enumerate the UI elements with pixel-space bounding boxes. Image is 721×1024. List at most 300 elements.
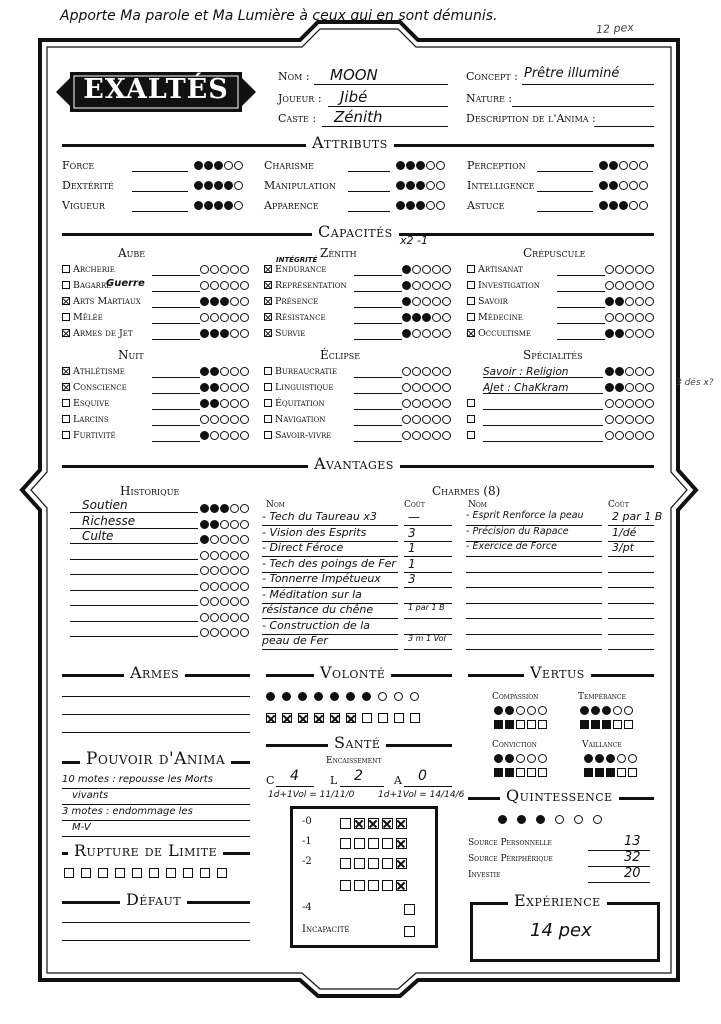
capacite-row[interactable] [467, 430, 478, 441]
capacite-dots[interactable] [605, 367, 655, 376]
quintessence-dots[interactable] [498, 815, 612, 824]
charme-cout[interactable]: 3 [408, 572, 416, 586]
attribut-dots[interactable] [396, 201, 446, 210]
sante-boxes[interactable] [340, 838, 410, 849]
volonte-dots[interactable] [266, 692, 426, 701]
charme-cout[interactable]: 3 [408, 525, 416, 540]
historique-dots[interactable] [200, 551, 250, 560]
sante-box [340, 858, 351, 869]
capacite-group-title: Crépuscule [523, 246, 586, 260]
attribut-line [537, 191, 593, 192]
capacite-row[interactable] [264, 430, 331, 441]
capacite-dots[interactable] [200, 399, 250, 408]
c-value[interactable]: 4 [290, 768, 299, 784]
charme-cout[interactable]: 3 m 1 Vol [408, 634, 446, 643]
volonte-dot [330, 692, 339, 701]
historique-dots-dot [230, 551, 239, 560]
capacite-dots-dot [605, 313, 614, 322]
capacite-dots[interactable] [605, 297, 655, 306]
capacite-dots[interactable] [200, 383, 250, 392]
historique-dots-dot [230, 613, 239, 622]
concept-value[interactable]: Prêtre illuminé [524, 66, 620, 81]
attribut-dots[interactable] [194, 161, 244, 170]
capacite-row[interactable] [62, 382, 127, 393]
capacite-checkbox[interactable] [264, 265, 272, 273]
capacite-row[interactable] [467, 398, 478, 409]
volonte-box [394, 713, 404, 723]
capacite-dots[interactable] [605, 431, 655, 440]
capacite-line [354, 425, 402, 426]
attribut-dots-dot [224, 161, 233, 170]
vertu-dots[interactable] [584, 754, 639, 763]
capacite-dots-dot [442, 297, 451, 306]
source-perso-value[interactable]: 13 [624, 834, 641, 849]
capacite-dots-dot [615, 281, 624, 290]
capacite-dots-dot [432, 383, 441, 392]
anima-line2[interactable]: vivants [72, 790, 109, 801]
attribut-dots[interactable] [599, 181, 649, 190]
historique-line [70, 590, 198, 591]
historique-dots-dot [200, 582, 209, 591]
capacite-dots-dot [645, 367, 654, 376]
capacite-label: Archerie [73, 264, 115, 275]
capacite-dots-dot [402, 297, 411, 306]
capacite-row[interactable] [62, 312, 103, 323]
capacite-dots-dot [605, 297, 614, 306]
charme-nom[interactable]: - Construction de la [262, 618, 371, 632]
vertu-dots[interactable] [580, 706, 635, 715]
capacite-dots[interactable] [402, 383, 452, 392]
capacite-line [354, 393, 402, 394]
capacite-checkbox[interactable] [264, 431, 272, 439]
capacite-checkbox[interactable] [467, 431, 475, 439]
vertu-box [617, 768, 626, 777]
charme-cout[interactable]: 1 [408, 556, 416, 571]
charme-line [466, 634, 602, 635]
capacite-dots[interactable] [200, 367, 250, 376]
source-peri-value[interactable]: 32 [624, 850, 641, 865]
capacite-label: Armes de Jet [73, 328, 133, 339]
capacite-dots-dot [200, 383, 209, 392]
experience-value[interactable]: 14 pex [530, 920, 592, 941]
capacite-dots-dot [645, 265, 654, 274]
capacite-dots[interactable] [200, 431, 250, 440]
capacite-line [152, 441, 200, 442]
sante-box [382, 818, 393, 829]
historique-dots-dot [210, 504, 219, 513]
capacite-dots[interactable] [605, 415, 655, 424]
capacite-dots[interactable] [200, 265, 250, 274]
charme-cout[interactable]: 1 [408, 541, 416, 555]
charme-cout-line [608, 649, 654, 650]
historique-dots-dot [230, 597, 239, 606]
capacite-checkbox[interactable] [62, 399, 70, 407]
rupture-box [115, 868, 125, 878]
charme-cout[interactable]: 3/pt [612, 541, 634, 554]
l-value[interactable]: 2 [354, 768, 363, 784]
charme-cout[interactable]: 2 par 1 B [612, 510, 663, 523]
capacite-dots-dot [240, 431, 249, 440]
caste-value[interactable]: Zénith [334, 108, 383, 126]
capacite-row[interactable] [264, 328, 305, 339]
attribut-label: Perception [467, 159, 526, 172]
charme-nom[interactable]: peau de Fer [262, 634, 328, 647]
capacite-dots-dot [412, 329, 421, 338]
capacite-group-title: Spécialités [523, 348, 583, 362]
charme-nom[interactable]: - Tech du Taureau x3 [262, 510, 377, 523]
capacite-checkbox[interactable] [264, 297, 272, 305]
capacite-checkbox[interactable] [467, 313, 475, 321]
sante-box [354, 838, 365, 849]
capacite-checkbox[interactable] [62, 367, 70, 375]
attribut-dots-dot [406, 201, 415, 210]
attribut-dots[interactable] [194, 201, 244, 210]
capacite-checkbox[interactable] [62, 329, 70, 337]
historique-dots[interactable] [200, 582, 250, 591]
capacite-checkbox[interactable] [264, 383, 272, 391]
vertu-boxes[interactable] [584, 768, 639, 777]
capacite-dots[interactable] [200, 281, 250, 290]
volonte-dot [394, 692, 403, 701]
capacite-dots[interactable] [402, 297, 452, 306]
capacite-checkbox[interactable] [467, 329, 475, 337]
rupture-boxes[interactable] [64, 868, 234, 878]
historique-dots-dot [210, 628, 219, 637]
capacite-line [152, 339, 200, 340]
capacite-dots-dot [645, 383, 654, 392]
capacite-row[interactable] [62, 398, 109, 409]
defaut-title: Défaut [120, 890, 187, 909]
capacite-label: Équitation [275, 398, 325, 409]
historique-dots-dot [220, 597, 229, 606]
vertu-box [527, 768, 536, 777]
capacite-dots-dot [432, 431, 441, 440]
charme-cout-line [404, 649, 452, 650]
capacite-dots-dot [230, 415, 239, 424]
a-value[interactable]: 0 [418, 768, 427, 784]
capacite-dots-dot [210, 399, 219, 408]
capacite-line [152, 425, 200, 426]
vertu-box [602, 720, 611, 729]
capacite-dots-dot [200, 297, 209, 306]
sante-note-right: 1d+1Vol = 14/14/6 [378, 790, 465, 800]
logo [56, 64, 256, 120]
capacite-dots[interactable] [605, 399, 655, 408]
anima-line1[interactable]: 10 motes : repousse les Morts [62, 774, 213, 785]
capacite-checkbox[interactable] [62, 431, 70, 439]
historique-dots[interactable] [200, 535, 250, 544]
capacite-dots[interactable] [402, 415, 452, 424]
capacite-dots[interactable] [402, 281, 452, 290]
capacite-dots-dot [240, 415, 249, 424]
capacite-dots[interactable] [200, 415, 250, 424]
sante-box [404, 904, 415, 915]
capacite-row[interactable] [264, 296, 318, 307]
quintessence-dot [574, 815, 583, 824]
capacite-row[interactable] [62, 264, 115, 275]
capacite-dots[interactable] [402, 329, 452, 338]
capacite-label: Artisanat [478, 264, 523, 275]
capacite-row[interactable] [62, 280, 111, 291]
capacite-dots-dot [625, 265, 634, 274]
capacite-line [354, 291, 402, 292]
capacite-dots[interactable] [605, 281, 655, 290]
charme-nom[interactable]: - Direct Féroce [262, 541, 344, 554]
capacite-dots[interactable] [605, 383, 655, 392]
capacite-dots-dot [432, 281, 441, 290]
attribut-dots-dot [416, 201, 425, 210]
capacite-row[interactable] [467, 328, 531, 339]
capacite-dots-dot [422, 399, 431, 408]
capacite-row[interactable] [264, 414, 325, 425]
capacite-dots-dot [200, 415, 209, 424]
capacite-dots-dot [240, 313, 249, 322]
historique-dots-dot [240, 566, 249, 575]
volonte-boxes[interactable] [266, 713, 426, 723]
capacite-checkbox[interactable] [467, 399, 475, 407]
capacite-dots-dot [645, 297, 654, 306]
capacite-checkbox[interactable] [62, 383, 70, 391]
attribut-dots[interactable] [599, 161, 649, 170]
capacite-row[interactable] [264, 398, 325, 409]
capacite-dots[interactable] [402, 313, 452, 322]
historique-dots[interactable] [200, 520, 250, 529]
attribut-dots[interactable] [599, 201, 649, 210]
capacite-dots-dot [432, 265, 441, 274]
vertu-dot [613, 706, 622, 715]
capacite-checkbox[interactable] [264, 367, 272, 375]
capacite-row[interactable] [264, 280, 347, 291]
charme-cout[interactable]: 1 par 1 B [408, 603, 445, 612]
sante-box [396, 818, 407, 829]
capacite-dots-dot [210, 329, 219, 338]
attribut-dots[interactable] [194, 181, 244, 190]
capacite-checkbox[interactable] [62, 415, 70, 423]
top-note: Apporte Ma parole et Ma Lumière à ceux qui en sont démunis. [60, 8, 498, 24]
nom-value[interactable]: MOON [330, 66, 378, 84]
vertu-box [494, 768, 503, 777]
capacite-dots[interactable] [605, 329, 655, 338]
sante-boxes[interactable] [340, 858, 410, 869]
joueur-value[interactable]: Jibé [340, 88, 368, 106]
capacite-dots[interactable] [605, 265, 655, 274]
capacite-line [354, 339, 402, 340]
historique-dots-dot [240, 551, 249, 560]
experience-title: Expérience [508, 891, 607, 910]
capacite-checkbox[interactable] [467, 281, 475, 289]
historique-dots-dot [230, 520, 239, 529]
historique-dots-dot [200, 597, 209, 606]
vertu-dot [538, 754, 547, 763]
vertu-dot [505, 754, 514, 763]
capacite-dots[interactable] [200, 297, 250, 306]
zenith-note: x2 -1 [400, 234, 428, 247]
capacite-dots-dot [210, 431, 219, 440]
capacite-row[interactable] [62, 328, 133, 339]
capacite-checkbox[interactable] [264, 399, 272, 407]
avantages-title: Avantages [308, 454, 400, 473]
vertu-box [494, 720, 503, 729]
capacite-checkbox[interactable] [467, 297, 475, 305]
joueur-label: Joueur : [278, 92, 322, 105]
capacite-dots-dot [230, 265, 239, 274]
capacite-label: Présence [275, 296, 319, 307]
capacite-dots-dot [442, 281, 451, 290]
volonte-dot [410, 692, 419, 701]
sante-boxes[interactable] [404, 904, 418, 915]
capacite-label: Mêlée [73, 312, 103, 323]
capacite-dots-dot [210, 281, 219, 290]
capacite-dots[interactable] [200, 329, 250, 338]
quintessence-title: Quintessence [500, 786, 619, 805]
capacite-row[interactable] [62, 296, 141, 307]
capacite-checkbox[interactable] [264, 313, 272, 321]
capacite-dots[interactable] [605, 313, 655, 322]
vertu-boxes[interactable] [494, 720, 549, 729]
capacite-checkbox[interactable] [264, 415, 272, 423]
capacite-dots-dot [200, 281, 209, 290]
charme-nom[interactable]: - Méditation sur la [262, 587, 362, 601]
volonte-dot [362, 692, 371, 701]
capacite-dots[interactable] [402, 367, 452, 376]
capacite-dots-dot [220, 281, 229, 290]
historique-dots[interactable] [200, 597, 250, 606]
capacite-row[interactable] [62, 414, 109, 425]
capacite-row[interactable] [62, 430, 116, 441]
sante-box [340, 838, 351, 849]
capacite-dots-dot [645, 329, 654, 338]
historique-dots[interactable] [200, 628, 250, 637]
capacite-dots-dot [442, 383, 451, 392]
capacite-dots[interactable] [402, 265, 452, 274]
capacite-dots-dot [220, 415, 229, 424]
attribut-label: Intelligence [467, 179, 535, 192]
volonte-dot [298, 692, 307, 701]
vertu-dot [624, 706, 633, 715]
attribut-dots-dot [599, 181, 608, 190]
charme-cout[interactable]: — [408, 510, 420, 524]
historique-dots-dot [200, 613, 209, 622]
historique-dots[interactable] [200, 566, 250, 575]
charme-cout-line [608, 572, 654, 573]
capacite-dots-dot [422, 367, 431, 376]
anima-line4[interactable]: M-V [72, 822, 91, 833]
charme-nom[interactable]: - Tonnerre Impétueux [262, 572, 381, 585]
a-label: A [394, 774, 402, 787]
capacite-checkbox[interactable] [264, 329, 272, 337]
investie-value[interactable]: 20 [624, 866, 641, 881]
capacite-dots[interactable] [200, 313, 250, 322]
capacite-dots-dot [200, 313, 209, 322]
vertu-dots[interactable] [494, 754, 549, 763]
anima-line3[interactable]: 3 motes : endommage les [62, 806, 193, 817]
vertus-title: Vertus [524, 663, 591, 682]
rupture-title: Rupture de Limite [68, 841, 223, 860]
vertu-boxes[interactable] [580, 720, 635, 729]
armes-line [62, 696, 250, 697]
charme-nom[interactable]: - Précision du Rapace [466, 525, 569, 537]
capacite-row[interactable] [264, 366, 337, 377]
capacite-dots-dot [412, 383, 421, 392]
capacite-row[interactable] [264, 382, 333, 393]
volonte-dot [282, 692, 291, 701]
capacite-row[interactable] [264, 264, 327, 275]
capacite-checkbox[interactable] [62, 313, 70, 321]
capacite-checkbox[interactable] [264, 281, 272, 289]
sante-boxes[interactable] [340, 880, 410, 891]
capacite-dots-dot [402, 367, 411, 376]
capacite-row[interactable] [467, 280, 540, 291]
capacite-dots[interactable] [402, 399, 452, 408]
charme-cout-line [608, 603, 654, 604]
sante-box [340, 880, 351, 891]
capacite-dots-dot [625, 431, 634, 440]
charme-nom[interactable]: résistance du chêne [262, 603, 374, 616]
vertu-label: Compassion [492, 692, 539, 702]
attribut-dots[interactable] [396, 181, 446, 190]
historique-dots[interactable] [200, 613, 250, 622]
attribut-line [132, 171, 188, 172]
vertu-dots[interactable] [494, 706, 549, 715]
historique-label[interactable]: Culte [82, 529, 114, 543]
sante-boxes[interactable] [340, 818, 410, 829]
historique-dots[interactable] [200, 504, 250, 513]
historique-label[interactable]: Richesse [82, 513, 136, 528]
capacite-row[interactable] [264, 312, 326, 323]
charme-cout[interactable]: 1/dé [612, 525, 637, 539]
attribut-dots[interactable] [396, 161, 446, 170]
capacite-checkbox[interactable] [467, 415, 475, 423]
capacite-row[interactable] [467, 296, 508, 307]
capacite-checkbox[interactable] [62, 281, 70, 289]
volonte-box [410, 713, 420, 723]
capacite-checkbox[interactable] [62, 297, 70, 305]
capacite-dots-dot [220, 399, 229, 408]
historique-line [70, 543, 198, 544]
attribut-dots-dot [609, 161, 618, 170]
capacite-dots-dot [412, 281, 421, 290]
charme-nom[interactable]: - Esprit Renforce la peau [466, 510, 584, 521]
charmes-cout-label-left: Coût [404, 500, 425, 510]
capacite-checkbox[interactable] [467, 265, 475, 273]
historique-dots-dot [240, 535, 249, 544]
charme-nom[interactable]: - Exercice de Force [466, 541, 557, 552]
capacite-line [354, 307, 402, 308]
sante-box [354, 880, 365, 891]
capacite-dots-dot [605, 383, 614, 392]
charme-nom[interactable]: - Tech des poings de Fer [262, 556, 396, 570]
attribut-dots-dot [609, 201, 618, 210]
capacite-label: Savoir [478, 296, 508, 307]
capacite-row[interactable] [467, 264, 523, 275]
capacite-dots[interactable] [402, 431, 452, 440]
capacite-row[interactable] [467, 312, 523, 323]
historique-dots-dot [210, 582, 219, 591]
historique-dots-dot [200, 628, 209, 637]
vertu-box [516, 720, 525, 729]
attribut-dots-dot [194, 181, 203, 190]
capacite-row[interactable] [62, 366, 125, 377]
capacite-checkbox[interactable] [62, 265, 70, 273]
capacite-dots-dot [210, 297, 219, 306]
sante-level-label: Incapacité [302, 924, 350, 935]
capacite-row[interactable] [467, 414, 478, 425]
vertu-box [505, 768, 514, 777]
charme-nom[interactable]: - Vision des Esprits [262, 525, 367, 539]
vertu-boxes[interactable] [494, 768, 549, 777]
historique-label[interactable]: Soutien [82, 498, 128, 512]
sante-boxes[interactable] [404, 926, 418, 937]
